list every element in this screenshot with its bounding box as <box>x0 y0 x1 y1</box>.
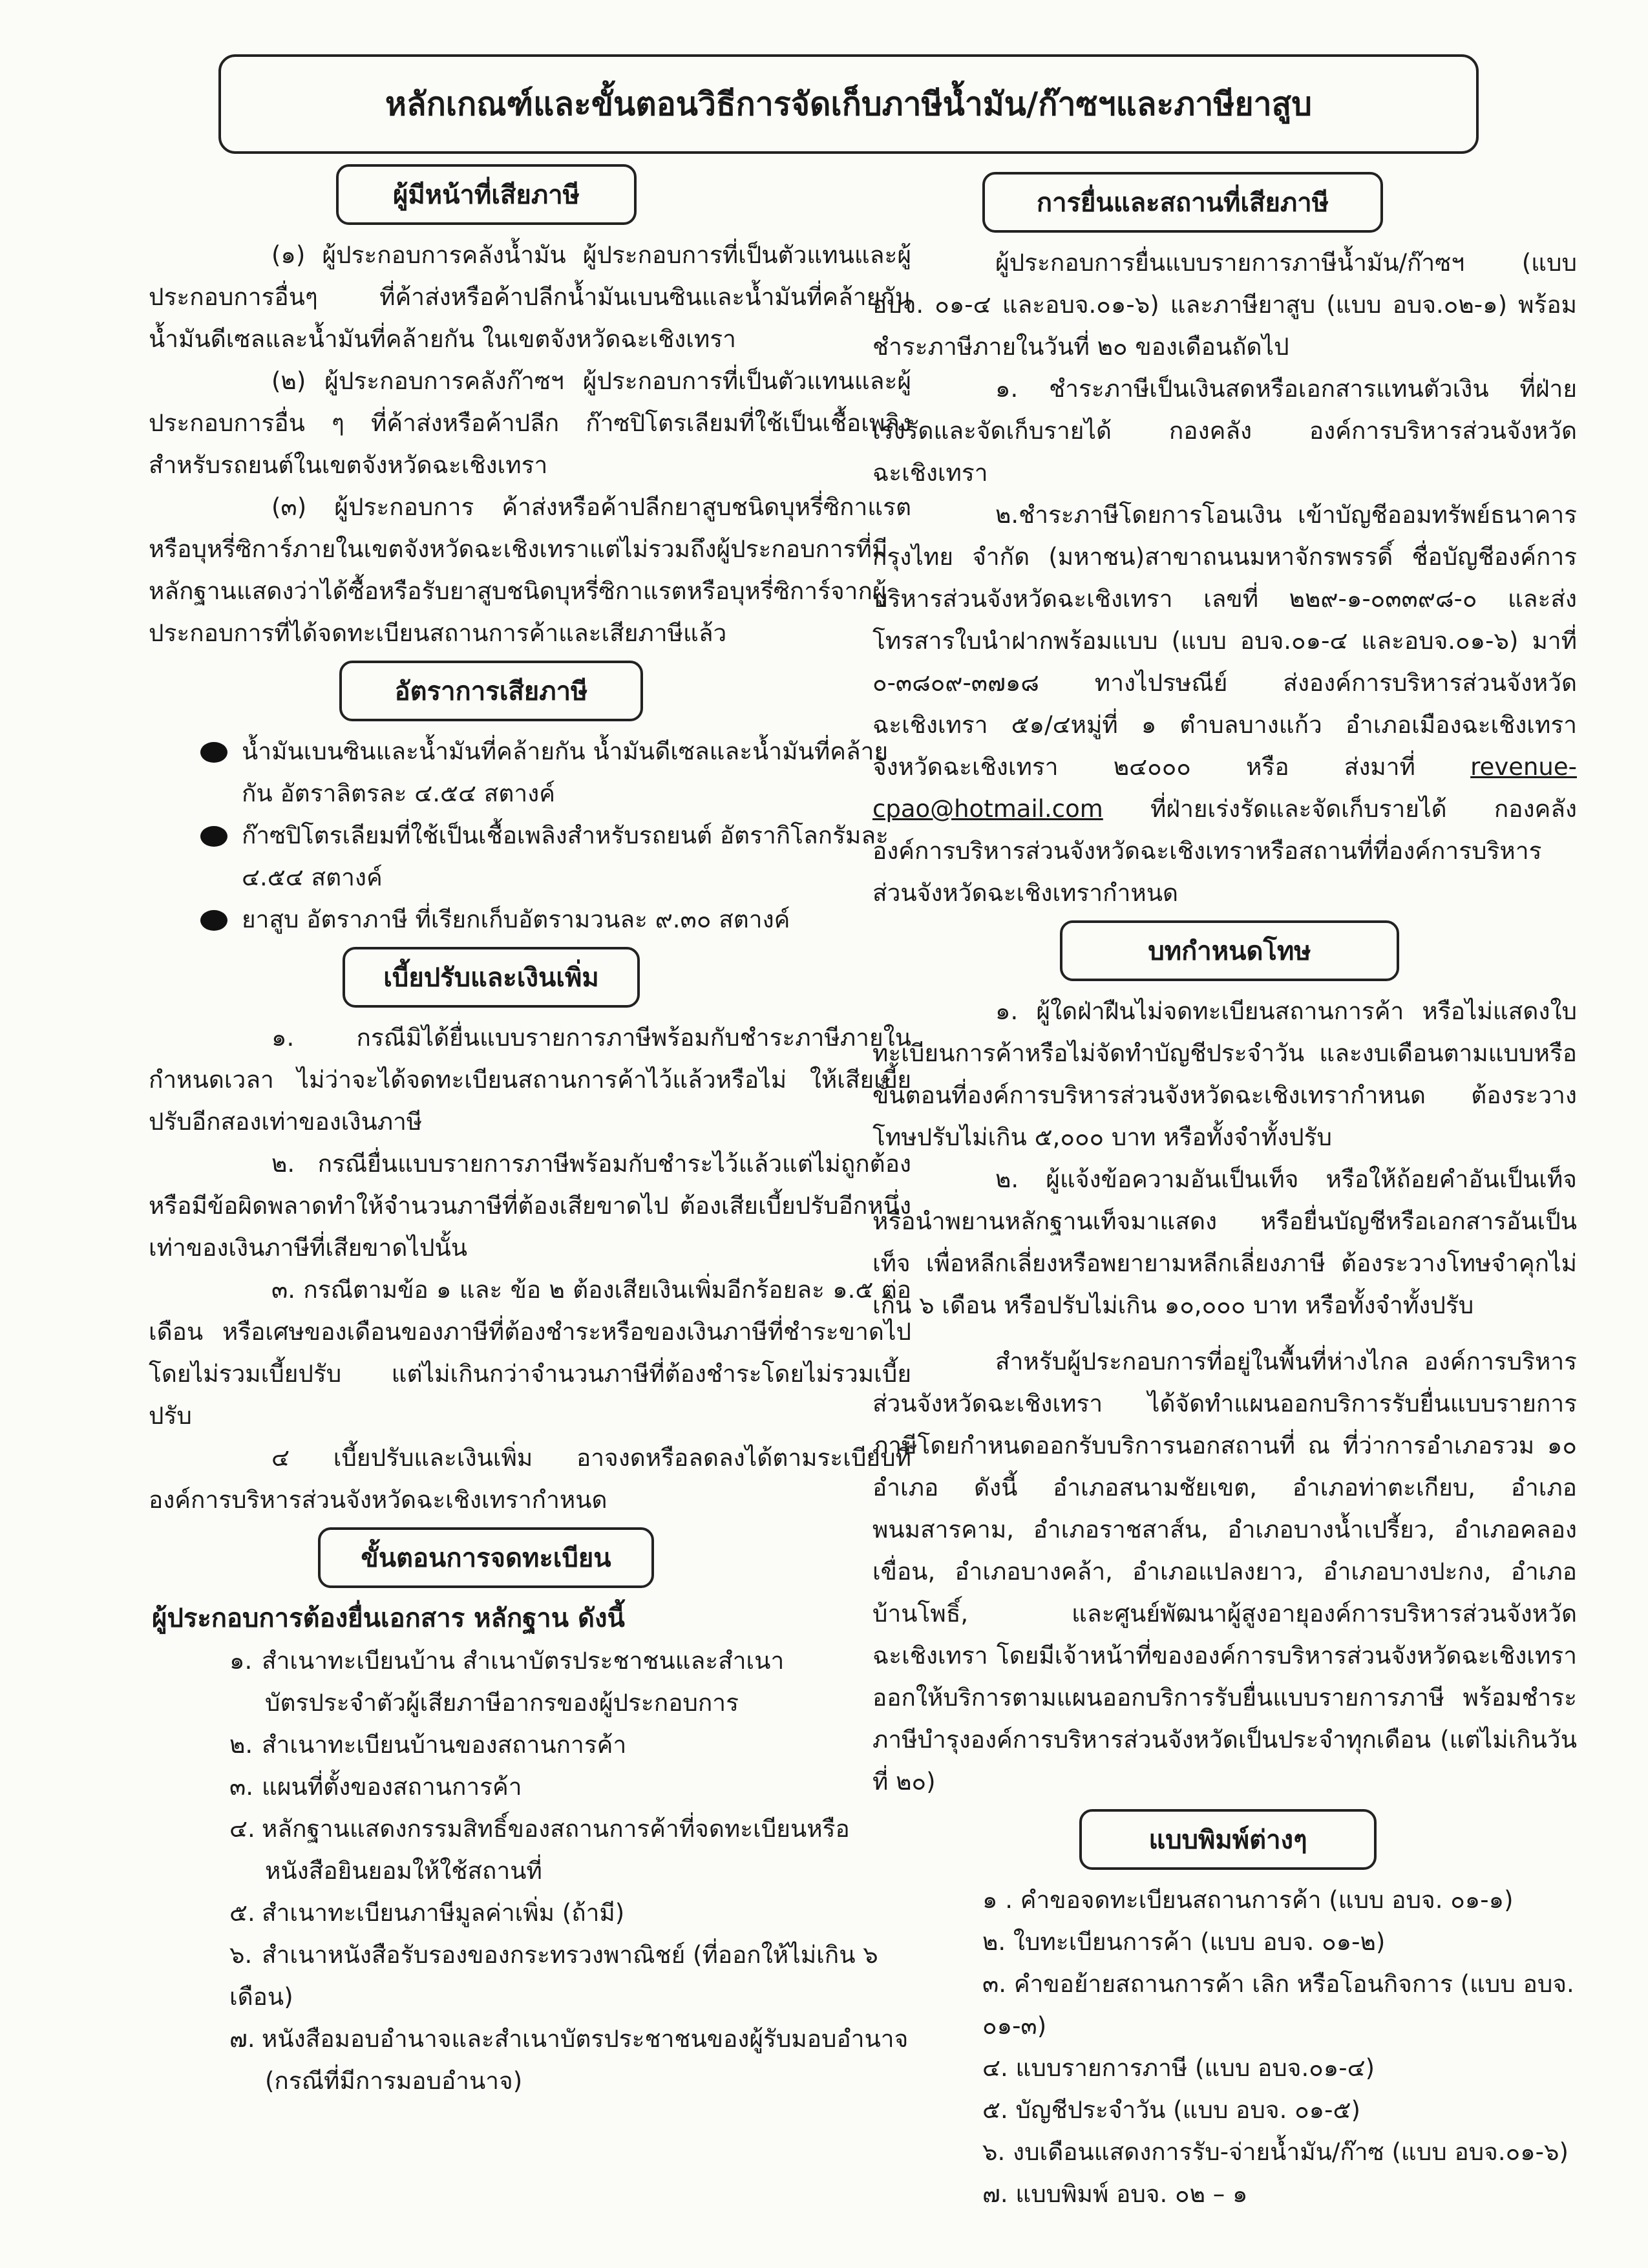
rate-item-2: ก๊าซปิโตรเลียมที่ใช้เป็นเชื้อเพลิงสำหรับรถยนต์ อัตรากิโลกรัมละ ๔.๕๔ สตางค์ <box>149 814 911 898</box>
form-item-1: ๑ . คำขอจดทะเบียนสถานการค้า (แบบ อบจ. ๐๑-๑) <box>982 1886 1514 1914</box>
registration-item-6: ๖. สำเนาหนังสือรับรองของกระทรวงพาณิชย์ (ที่ออกให้ไม่เกิน ๖ เดือน) <box>229 1941 878 2011</box>
filing-item-2: ๒.ชำระภาษีโดยการโอนเงิน เข้าบัญชีออมทรัพย์ธนาคารกรุงไทย จำกัด (มหาชน)สาขาถนนมหาจักรพรรดิ์ ชื่อบัญชีองค์การบริหารส่วนจังหวัดฉะเชิงเทรา เลขที่ ๒๒๙-๑-๐๓๓๙๘-๐ และส่งโทรสารใบนำฝากพร้อมแบบ (แบบ อบจ.๐๑-๔ และอบจ.๐๑-๖) มาที่ ๐-๓๘๐๙-๓๗๑๘ ทางไปรษณีย์ ส่งองค์การบริหารส่วนจังหวัดฉะเชิงเทรา ๕๑/๔หมู่ที่ ๑ ตำบลบางแก้ว อำเภอเมืองฉะเชิงเทรา จังหวัดฉะเชิงเทรา ๒๔๐๐๐ หรือ ส่งมาที่ revenue-cpao@hotmail.com ที่ฝ่ายเร่งรัดและจัดเก็บรายได้ กองคลัง องค์การบริหารส่วนจังหวัดฉะเชิงเทราหรือสถานที่ที่องค์การบริหารส่วนจังหวัดฉะเชิงเทรากำหนด <box>872 501 1577 907</box>
heading-forms: แบบพิมพ์ต่างๆ <box>1079 1809 1377 1870</box>
registration-item-7: ๗. หนังสือมอบอำนาจและสำเนาบัตรประชาชนของผู้รับมอบอำนาจ (กรณีที่มีการมอบอำนาจ) <box>229 2025 909 2095</box>
left-column <box>149 162 911 2102</box>
heading-registration: ขั้นตอนการจดทะเบียน <box>318 1527 654 1588</box>
document-title: หลักเกณฑ์และขั้นตอนวิธีการจัดเก็บภาษีน้ำมัน/ก๊าซฯและภาษียาสูบ <box>218 54 1479 154</box>
penalty-item-3: ๓. กรณีตามข้อ ๑ และ ข้อ ๒ ต้องเสียเงินเพิ่มอีกร้อยละ ๑.๕ ต่อเดือน หรือเศษของเดือนของภาษีที่ต้องชำระหรือของเงินภาษีที่ชำระขาดไป โดยไม่รวมเบี้ยปรับ แต่ไม่เกินกว่าจำนวนภาษีที่ต้องชำระโดยไม่รวมเบี้ยปรับ <box>149 1276 911 1430</box>
heading-tax-rates: อัตราการเสียภาษี <box>339 661 643 721</box>
registration-item-2: ๒. สำเนาทะเบียนบ้านของสถานการค้า <box>229 1731 627 1759</box>
registration-item-3: ๓. แผนที่ตั้งของสถานการค้า <box>229 1773 522 1801</box>
rate-item-3: ยาสูบ อัตราภาษี ที่เรียกเก็บอัตรามวนละ ๙.๓๐ สตางค์ <box>149 898 911 940</box>
form-item-7: ๗. แบบพิมพ์ อบจ. ๐๒ – ๑ <box>982 2180 1248 2208</box>
form-item-3: ๓. คำขอย้ายสถานการค้า เลิก หรือโอนกิจการ (แบบ อบจ. ๐๑-๓) <box>982 1970 1574 2040</box>
heading-taxpayers: ผู้มีหน้าที่เสียภาษี <box>336 164 637 225</box>
form-item-6: ๖. งบเดือนแสดงการรับ-จ่ายน้ำมัน/ก๊าซ (แบบ อบจ.๐๑-๖) <box>982 2138 1569 2166</box>
form-item-4: ๔. แบบรายการภาษี (แบบ อบจ.๐๑-๔) <box>982 2054 1375 2082</box>
registration-item-5: ๕. สำเนาทะเบียนภาษีมูลค่าเพิ่ม (ถ้ามี) <box>229 1899 625 1927</box>
penalty-item-2: ๒. กรณียื่นแบบรายการภาษีพร้อมกับชำระไว้แล้วแต่ไม่ถูกต้อง หรือมีข้อผิดพลาดทำให้จำนวนภาษีที่ต้องเสียขาดไป ต้องเสียเบี้ยปรับอีกหนึ่งเท่าของเงินภาษีที่เสียขาดไปนั้น <box>149 1150 911 1262</box>
filing-intro: ผู้ประกอบการยื่นแบบรายการภาษีน้ำมัน/ก๊าซฯ (แบบ อบจ. ๐๑-๔ และอบจ.๐๑-๖) และภาษียาสูบ (แบบ อบจ.๐๒-๑) พร้อมชำระภาษีภายในวันที่ ๒๐ ของเดือนถัดไป <box>872 249 1577 361</box>
heading-punishment: บทกำหนดโทษ <box>1060 920 1399 981</box>
bullet-icon <box>200 826 227 847</box>
forms-list <box>872 1879 1577 2215</box>
heading-filing: การยื่นและสถานที่เสียภาษี <box>982 172 1383 233</box>
remote-service-text: สำหรับผู้ประกอบการที่อยู่ในพื้นที่ห่างไกล องค์การบริหารส่วนจังหวัดฉะเชิงเทรา ได้จัดทำแผนออกบริการรับยื่นแบบรายการภาษีโดยกำหนดออกรับบริการนอกสถานที่ ณ ที่ว่าการอำเภอรวม ๑๐ อำเภอ ดังนี้ อำเภอสนามชัยเขต, อำเภอท่าตะเกียบ, อำเภอพนมสารคาม, อำเภอราชสาส์น, อำเภอบางน้ำเปรี้ยว, อำเภอคลองเขื่อน, อำเภอบางคล้า, อำเภอแปลงยาว, อำเภอบางปะกง, อำเภอบ้านโพธิ์, และศูนย์พัฒนาผู้สูงอายุองค์การบริหารส่วนจังหวัดฉะเชิงเทรา โดยมีเจ้าหน้าที่ขององค์การบริหารส่วนจังหวัดฉะเชิงเทราออกให้บริการตามแผนออกบริการรับยื่นแบบรายการภาษี พร้อมชำระภาษีบำรุงองค์การบริหารส่วนจังหวัดเป็นประจำทุกเดือน (แต่ไม่เกินวันที่ ๒๐) <box>872 1348 1577 1796</box>
taxpayer-item-2: (๒) ผู้ประกอบการคลังก๊าซฯ ผู้ประกอบการที่เป็นตัวแทนและผู้ประกอบการอื่น ๆ ที่ค้าส่งหรือค้าปลีก ก๊าซปิโตรเลียมที่ใช้เป็นเชื้อเพลิงสำหรับรถยนต์ในเขตจังหวัดฉะเชิงเทรา <box>149 367 911 479</box>
email-link[interactable]: revenue-cpao@hotmail.com <box>872 753 1577 823</box>
penalty-item-4: ๔ เบี้ยปรับและเงินเพิ่ม อาจงดหรือลดลงได้ตามระเบียบที่องค์การบริหารส่วนจังหวัดฉะเชิงเทรากำหนด <box>149 1444 911 1514</box>
registration-list <box>149 1640 911 2102</box>
penalty-item-1: ๑. กรณีมิได้ยื่นแบบรายการภาษีพร้อมกับชำระภาษีภายในกำหนดเวลา ไม่ว่าจะได้จดทะเบียนสถานการค้าไว้แล้วหรือไม่ ให้เสียเบี้ยปรับอีกสองเท่าของเงินภาษี <box>149 1024 911 1136</box>
registration-item-4: ๔. หลักฐานแสดงกรรมสิทธิ์ของสถานการค้าที่จดทะเบียนหรือ หนังสือยินยอมให้ใช้สถานที่ <box>229 1815 850 1885</box>
punishment-item-1: ๑. ผู้ใดฝ่าฝืนไม่จดทะเบียนสถานการค้า หรือไม่แสดงใบทะเบียนการค้าหรือไม่จัดทำบัญชีประจำวัน และงบเดือนตามแบบหรือขั้นตอนที่องค์การบริหารส่วนจังหวัดฉะเชิงเทรากำหนด ต้องระวางโทษปรับไม่เกิน ๕,๐๐๐ บาท หรือทั้งจำทั้งปรับ <box>872 997 1577 1151</box>
heading-penalties: เบี้ยปรับและเงินเพิ่ม <box>343 947 640 1008</box>
registration-intro: ผู้ประกอบการต้องยื่นเอกสาร หลักฐาน ดังนี้ <box>152 1604 625 1633</box>
bullet-icon <box>200 910 227 931</box>
form-item-2: ๒. ใบทะเบียนการค้า (แบบ อบจ. ๐๑-๒) <box>982 1928 1386 1956</box>
registration-item-1: ๑. สำเนาทะเบียนบ้าน สำเนาบัตรประชาชนและสำเนา บัตรประจำตัวผู้เสียภาษีอากรของผู้ประกอบการ <box>229 1647 785 1717</box>
rate-item-1: น้ำมันเบนซินและน้ำมันที่คล้ายกัน น้ำมันดีเซลและน้ำมันที่คล้ายกัน อัตราลิตรละ ๔.๕๔ สตางค์ <box>149 730 911 814</box>
form-item-5: ๕. บัญชีประจำวัน (แบบ อบจ. ๐๑-๕) <box>982 2096 1360 2124</box>
filing-item-1: ๑. ชำระภาษีเป็นเงินสดหรือเอกสารแทนตัวเงิน ที่ฝ่ายเร่งรัดและจัดเก็บรายได้ กองคลัง องค์การบริหารส่วนจังหวัดฉะเชิงเทรา <box>872 375 1577 487</box>
punishment-item-2: ๒. ผู้แจ้งข้อความอันเป็นเท็จ หรือให้ถ้อยคำอันเป็นเท็จ หรือนำพยานหลักฐานเท็จมาแสดง หรือยื่นบัญชีหรือเอกสารอันเป็นเท็จ เพื่อหลีกเลี่ยงหรือพยายามหลีกเลี่ยงภาษี ต้องระวางโทษจำคุกไม่เกิน ๖ เดือน หรือปรับไม่เกิน ๑๐,๐๐๐ บาท หรือทั้งจำทั้งปรับ <box>872 1165 1577 1319</box>
taxpayer-item-1: (๑) ผู้ประกอบการคลังน้ำมัน ผู้ประกอบการที่เป็นตัวแทนและผู้ประกอบการอื่นๆ ที่ค้าส่งหรือค้าปลีกน้ำมันเบนซินและน้ำมันที่คล้ายกัน น้ำมันดีเซลและน้ำมันที่คล้ายกัน ในเขตจังหวัดฉะเชิงเทรา <box>149 241 911 353</box>
bullet-icon <box>200 742 227 763</box>
taxpayer-item-3: (๓) ผู้ประกอบการ ค้าส่งหรือค้าปลีกยาสูบชนิดบุหรี่ซิกาแรตหรือบุหรี่ซิการ์ภายในเขตจังหวัดฉะเชิงเทราแต่ไม่รวมถึงผู้ประกอบการที่มีหลักฐานแสดงว่าได้ซื้อหรือรับยาสูบชนิดบุหรี่ซิกาแรตหรือบุหรี่ซิการ์จากผู้ประกอบการที่ได้จดทะเบียนสถานการค้าและเสียภาษีแล้ว <box>149 493 911 647</box>
right-column <box>872 162 1577 2215</box>
